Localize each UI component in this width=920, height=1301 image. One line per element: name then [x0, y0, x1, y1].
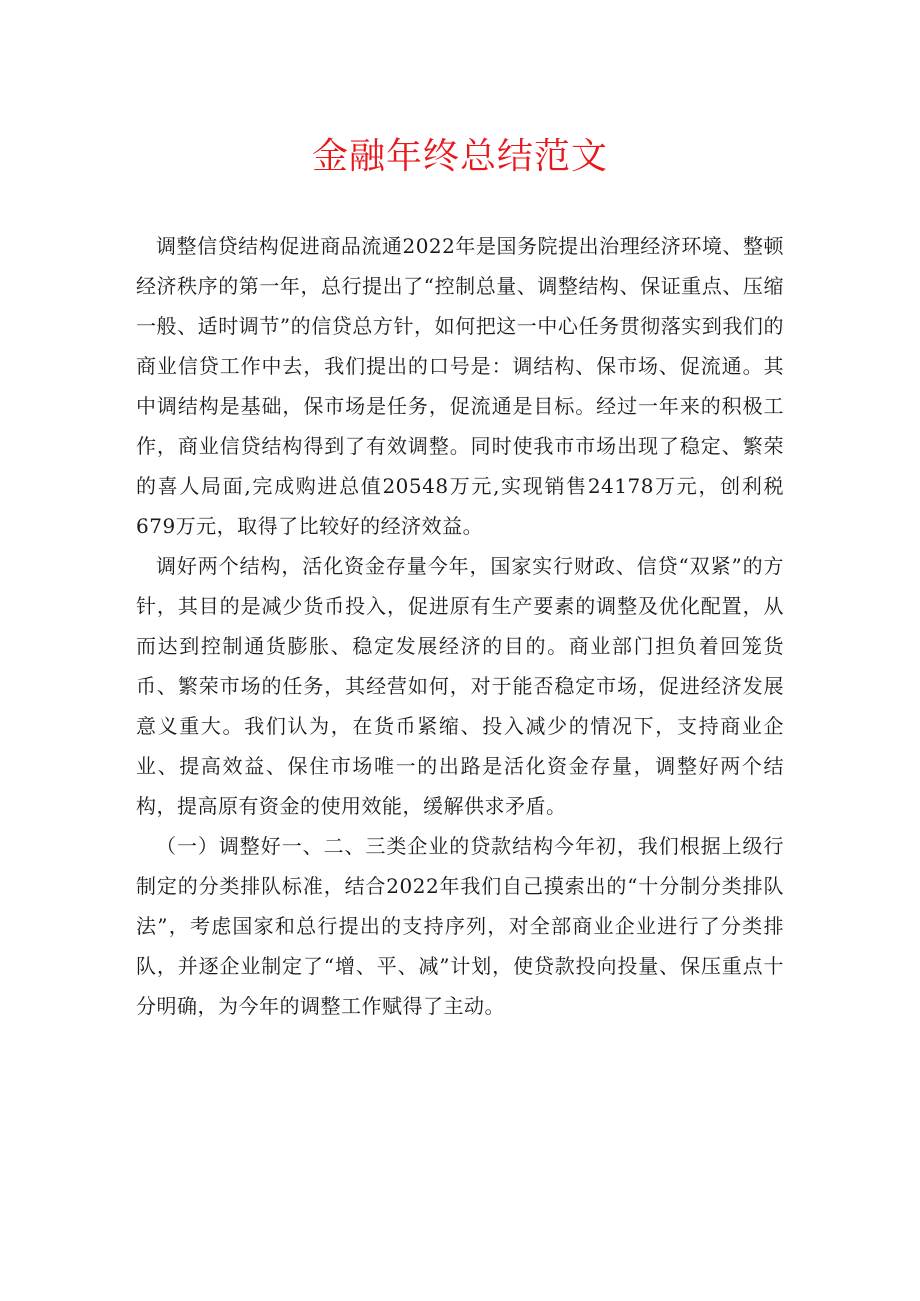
paragraph-1: 调整信贷结构促进商品流通2022年是国务院提出治理经济环境、整顿经济秩序的第一年，总行提出了“控制总量、调整结构、保证重点、压缩一般、适时调节”的信贷总方针，如何把这一中心任务贯彻落实到我们的商业信贷工作中去，我们提出的口号是：调结构、保市场、促流通。其中调结构是基础，保市场是任务，促流通是目标。经过一年来的积极工作，商业信贷结构得到了有效调整。同时使我市市场出现了稳定、繁荣的喜人局面,完成购进总值20548万元,实现销售24178万元，创利税679万元，取得了比较好的经济效益。 — [136, 234, 784, 538]
paragraph-2: 调好两个结构，活化资金存量今年，国家实行财政、信贷“双紧”的方针，其目的是减少货币投入，促进原有生产要素的调整及优化配置，从而达到控制通货膨胀、稳定发展经济的目的。商业部门担负着回笼货币、繁荣市场的任务，其经营如何，对于能否稳定市场，促进经济发展意义重大。我们认为，在货币紧缩、投入减少的情况下，支持商业企业、提高效益、保住市场唯一的出路是活化资金存量，调整好两个结构，提高原有资金的使用效能，缓解供求矛盾。 — [136, 554, 784, 818]
document-body — [136, 226, 784, 1026]
paragraph-3: （一）调整好一、二、三类企业的贷款结构今年初，我们根据上级行制定的分类排队标准，结合2022年我们自己摸索出的“十分制分类排队法”，考虑国家和总行提出的支持序列，对全部商业企业进行了分类排队，并逐企业制定了“增、平、减”计划，使贷款投向投量、保压重点十分明确，为今年的调整工作赋得了主动。 — [136, 834, 784, 1018]
document-title: 金融年终总结范文 — [311, 136, 608, 177]
